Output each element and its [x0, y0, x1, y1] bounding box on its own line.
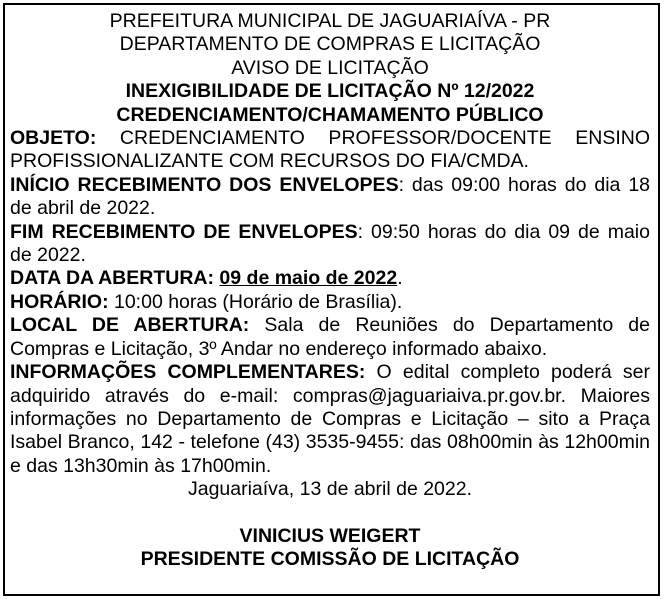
- horario-label: HORÁRIO:: [10, 290, 109, 313]
- paragraph-fim-recebimento: [10, 221, 650, 268]
- fim-recebimento-text: : 09:50 horas do dia 09 de maio de 2022.: [10, 220, 650, 267]
- paragraph-inicio-recebimento: [10, 174, 650, 221]
- paragraph-objeto: [10, 127, 650, 174]
- informacoes-text: O edital completo poderá ser adquirido através do e-mail: compras@jaguariaiva.pr.gov.br. Maiores informações no Departamento de Compras e Licitação – sito a Praça Isabel Branco, 142 - telefone (43) 3535-9455: das 08h00min às 12h00min e das 13h30min às 17h00min.: [10, 361, 650, 477]
- paragraph-local-abertura: [10, 314, 650, 361]
- fim-recebimento-label: FIM RECEBIMENTO DE ENVELOPES: [10, 220, 358, 243]
- header-line-aviso: AVISO DE LICITAÇÃO: [231, 56, 429, 79]
- data-abertura-suffix: .: [397, 267, 403, 290]
- local-abertura-label: LOCAL DE ABERTURA:: [10, 314, 250, 337]
- horario-text: 10:00 horas (Horário de Brasília).: [108, 290, 403, 313]
- paragraph-horario: [10, 291, 650, 314]
- objeto-text: CREDENCIAMENTO PROFESSOR/DOCENTE ENSINO PROFISSIONALIZANTE COM RECURSOS DO FIA/CMDA.: [10, 127, 650, 173]
- date-place-line: Jaguariaíva, 13 de abril de 2022.: [187, 478, 473, 501]
- header-line-departamento: DEPARTAMENTO DE COMPRAS E LICITAÇÃO: [119, 33, 541, 56]
- inicio-recebimento-text: : das 09:00 horas do dia 18 de abril de 2022.: [10, 173, 651, 220]
- objeto-label: OBJETO:: [10, 127, 97, 150]
- header-line-credenciamento: CREDENCIAMENTO/CHAMAMENTO PÚBLICO: [116, 103, 544, 126]
- local-abertura-text: Sala de Reuniões do Departamento de Compras e Licitação, 3º Andar no endereço informado abaixo.: [10, 314, 650, 360]
- paragraph-data-abertura: [10, 267, 650, 290]
- data-abertura-date: 09 de maio de 2022: [219, 267, 398, 290]
- inicio-recebimento-label: INÍCIO RECEBIMENTO DOS ENVELOPES: [10, 173, 399, 196]
- notice-document: [3, 3, 660, 596]
- paragraph-informacoes: [10, 361, 650, 478]
- data-abertura-label: DATA DA ABERTURA:: [10, 267, 220, 290]
- header-line-inexigibilidade: INEXIGIBILIDADE DE LICITAÇÃO Nº 12/2022: [125, 80, 535, 103]
- signature-title: PRESIDENTE COMISSÃO DE LICITAÇÃO: [140, 548, 520, 571]
- signature-name: VINICIUS WEIGERT: [239, 524, 421, 547]
- informacoes-label: INFORMAÇÕES COMPLEMENTARES:: [10, 361, 366, 384]
- header-line-prefeitura: PREFEITURA MUNICIPAL DE JAGUARIAÍVA - PR: [109, 10, 551, 32]
- blank-line-spacer: [10, 502, 650, 525]
